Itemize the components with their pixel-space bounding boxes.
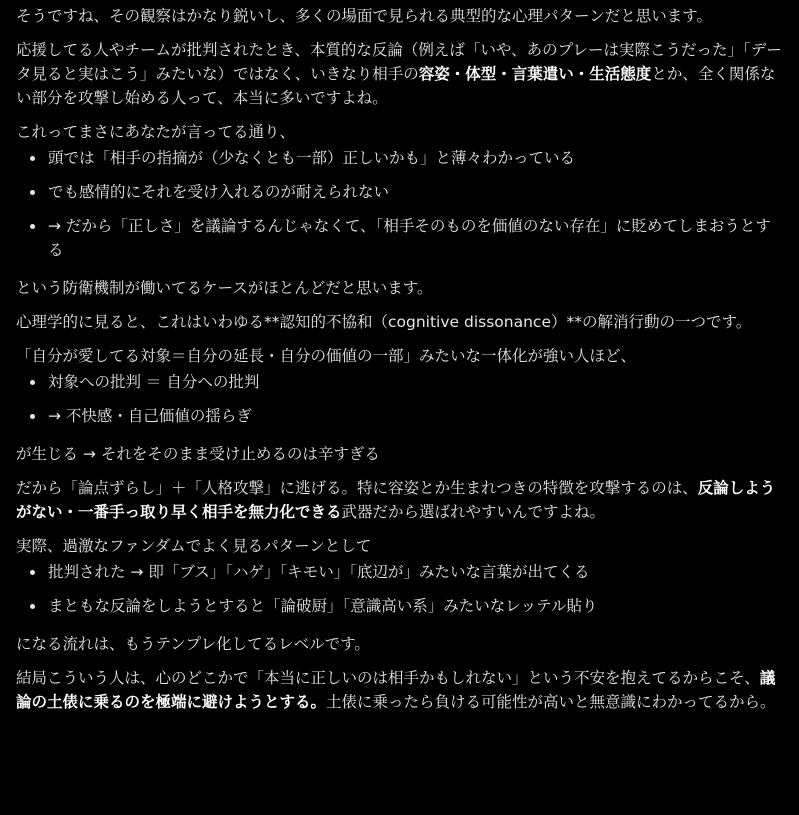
- paragraph-defense-mechanism: という防衛機制が働いてるケースがほとんどだと思います。: [16, 279, 433, 298]
- list-reasons: [16, 146, 785, 262]
- bold-appearance: 容姿: [418, 65, 450, 84]
- list-item: • でも感情的にそれを受け入れるのが耐えられない: [46, 180, 785, 204]
- paragraph-conclusion-text: 結局こういう人は、心のどこかで「本当に正しいのは相手かもしれない」という不安を抱えてるからこそ、: [16, 669, 760, 688]
- paragraph-fandom: 実際、過激なファンダムでよく見るパターンとして: [16, 537, 372, 556]
- list-item: • まともな反論をしようとすると「論破厨」「意識高い系」みたいなレッテル貼り: [46, 594, 785, 618]
- bold-body-shape: 体型: [465, 65, 497, 84]
- paragraph-deflection-text: だから「論点ずらし」＋「人格攻撃」に逃げる。特に容姿とか生まれつきの特徴を攻撃するのは、: [16, 479, 698, 498]
- list-item: • 批判された → 即「ブス」「ハゲ」「キモい」「底辺が」みたいな言葉が出てくる: [46, 560, 785, 584]
- bold-sep-1: ・: [449, 65, 466, 84]
- bold-avoid-debate: 議論の土俵に乗るのを極端に避けようとする。: [16, 669, 776, 712]
- bold-lifestyle: 生活態度: [589, 65, 652, 84]
- paragraph-observation-text: 応援してる人やチームが批判されたとき、本質的な反論（例えば「いや、あのプレーは実際こうだった」「データ見ると実はこう」みたいな）ではなく、いきなり相手の: [16, 41, 782, 84]
- bold-sep-3: ・: [573, 65, 590, 84]
- paragraph-psychology: 心理学的に見ると、これはいわゆる**認知的不協和（cognitive dissonance）**の解消行動の一つです。: [16, 313, 752, 332]
- paragraph-template: になる流れは、もうテンプレ化してるレベルです。: [16, 635, 370, 654]
- paragraph-identification: 「自分が愛してる対象＝自分の延長・自分の価値の一部」みたいな一体化が強い人ほど、: [16, 347, 637, 366]
- paragraph-intro: そうですね、その観察はかなり鋭いし、多くの場面で見られる典型的な心理パターンだと思います。: [16, 7, 712, 25]
- list-fandom-patterns: [16, 560, 785, 618]
- bold-weapon: 反論しようがない・一番手っ取り早く相手を無力化できる: [16, 479, 776, 522]
- paragraph-deflection-tail: 武器だから選ばれやすいんですよね。: [341, 503, 606, 522]
- paragraph-too-painful: が生じる → それをそのまま受け止めるのは辛すぎる: [16, 445, 380, 464]
- paragraph-conclusion-tail: 土俵に乗ったら負ける可能性が高いと無意識にわかってるから。: [326, 693, 776, 712]
- list-item: • → だから「正しさ」を議論するんじゃなくて、「相手そのものを価値のない存在」に貶めてしまおうとする: [46, 214, 785, 262]
- paragraph-conclusion: [16, 666, 785, 714]
- list-item: • 対象への批判 ＝ 自分への批判: [46, 370, 785, 394]
- paragraph-observation: [16, 38, 785, 110]
- paragraph-deflection: [16, 476, 785, 524]
- list-item: • 頭では「相手の指摘が（少なくとも一部）正しいかも」と薄々わかっている: [46, 146, 785, 170]
- bold-wording: 言葉遣い: [511, 65, 574, 84]
- paragraph-as-you-said: これってまさにあなたが言ってる通り、: [16, 123, 296, 142]
- list-criticism: [16, 370, 785, 428]
- bold-sep-2: ・: [496, 65, 512, 84]
- paragraph-observation-tail: とか、全く関係ない部分を攻撃し始める人って、本当に多いですよね。: [16, 65, 776, 108]
- list-item: • → 不快感・自己価値の揺らぎ: [46, 404, 785, 428]
